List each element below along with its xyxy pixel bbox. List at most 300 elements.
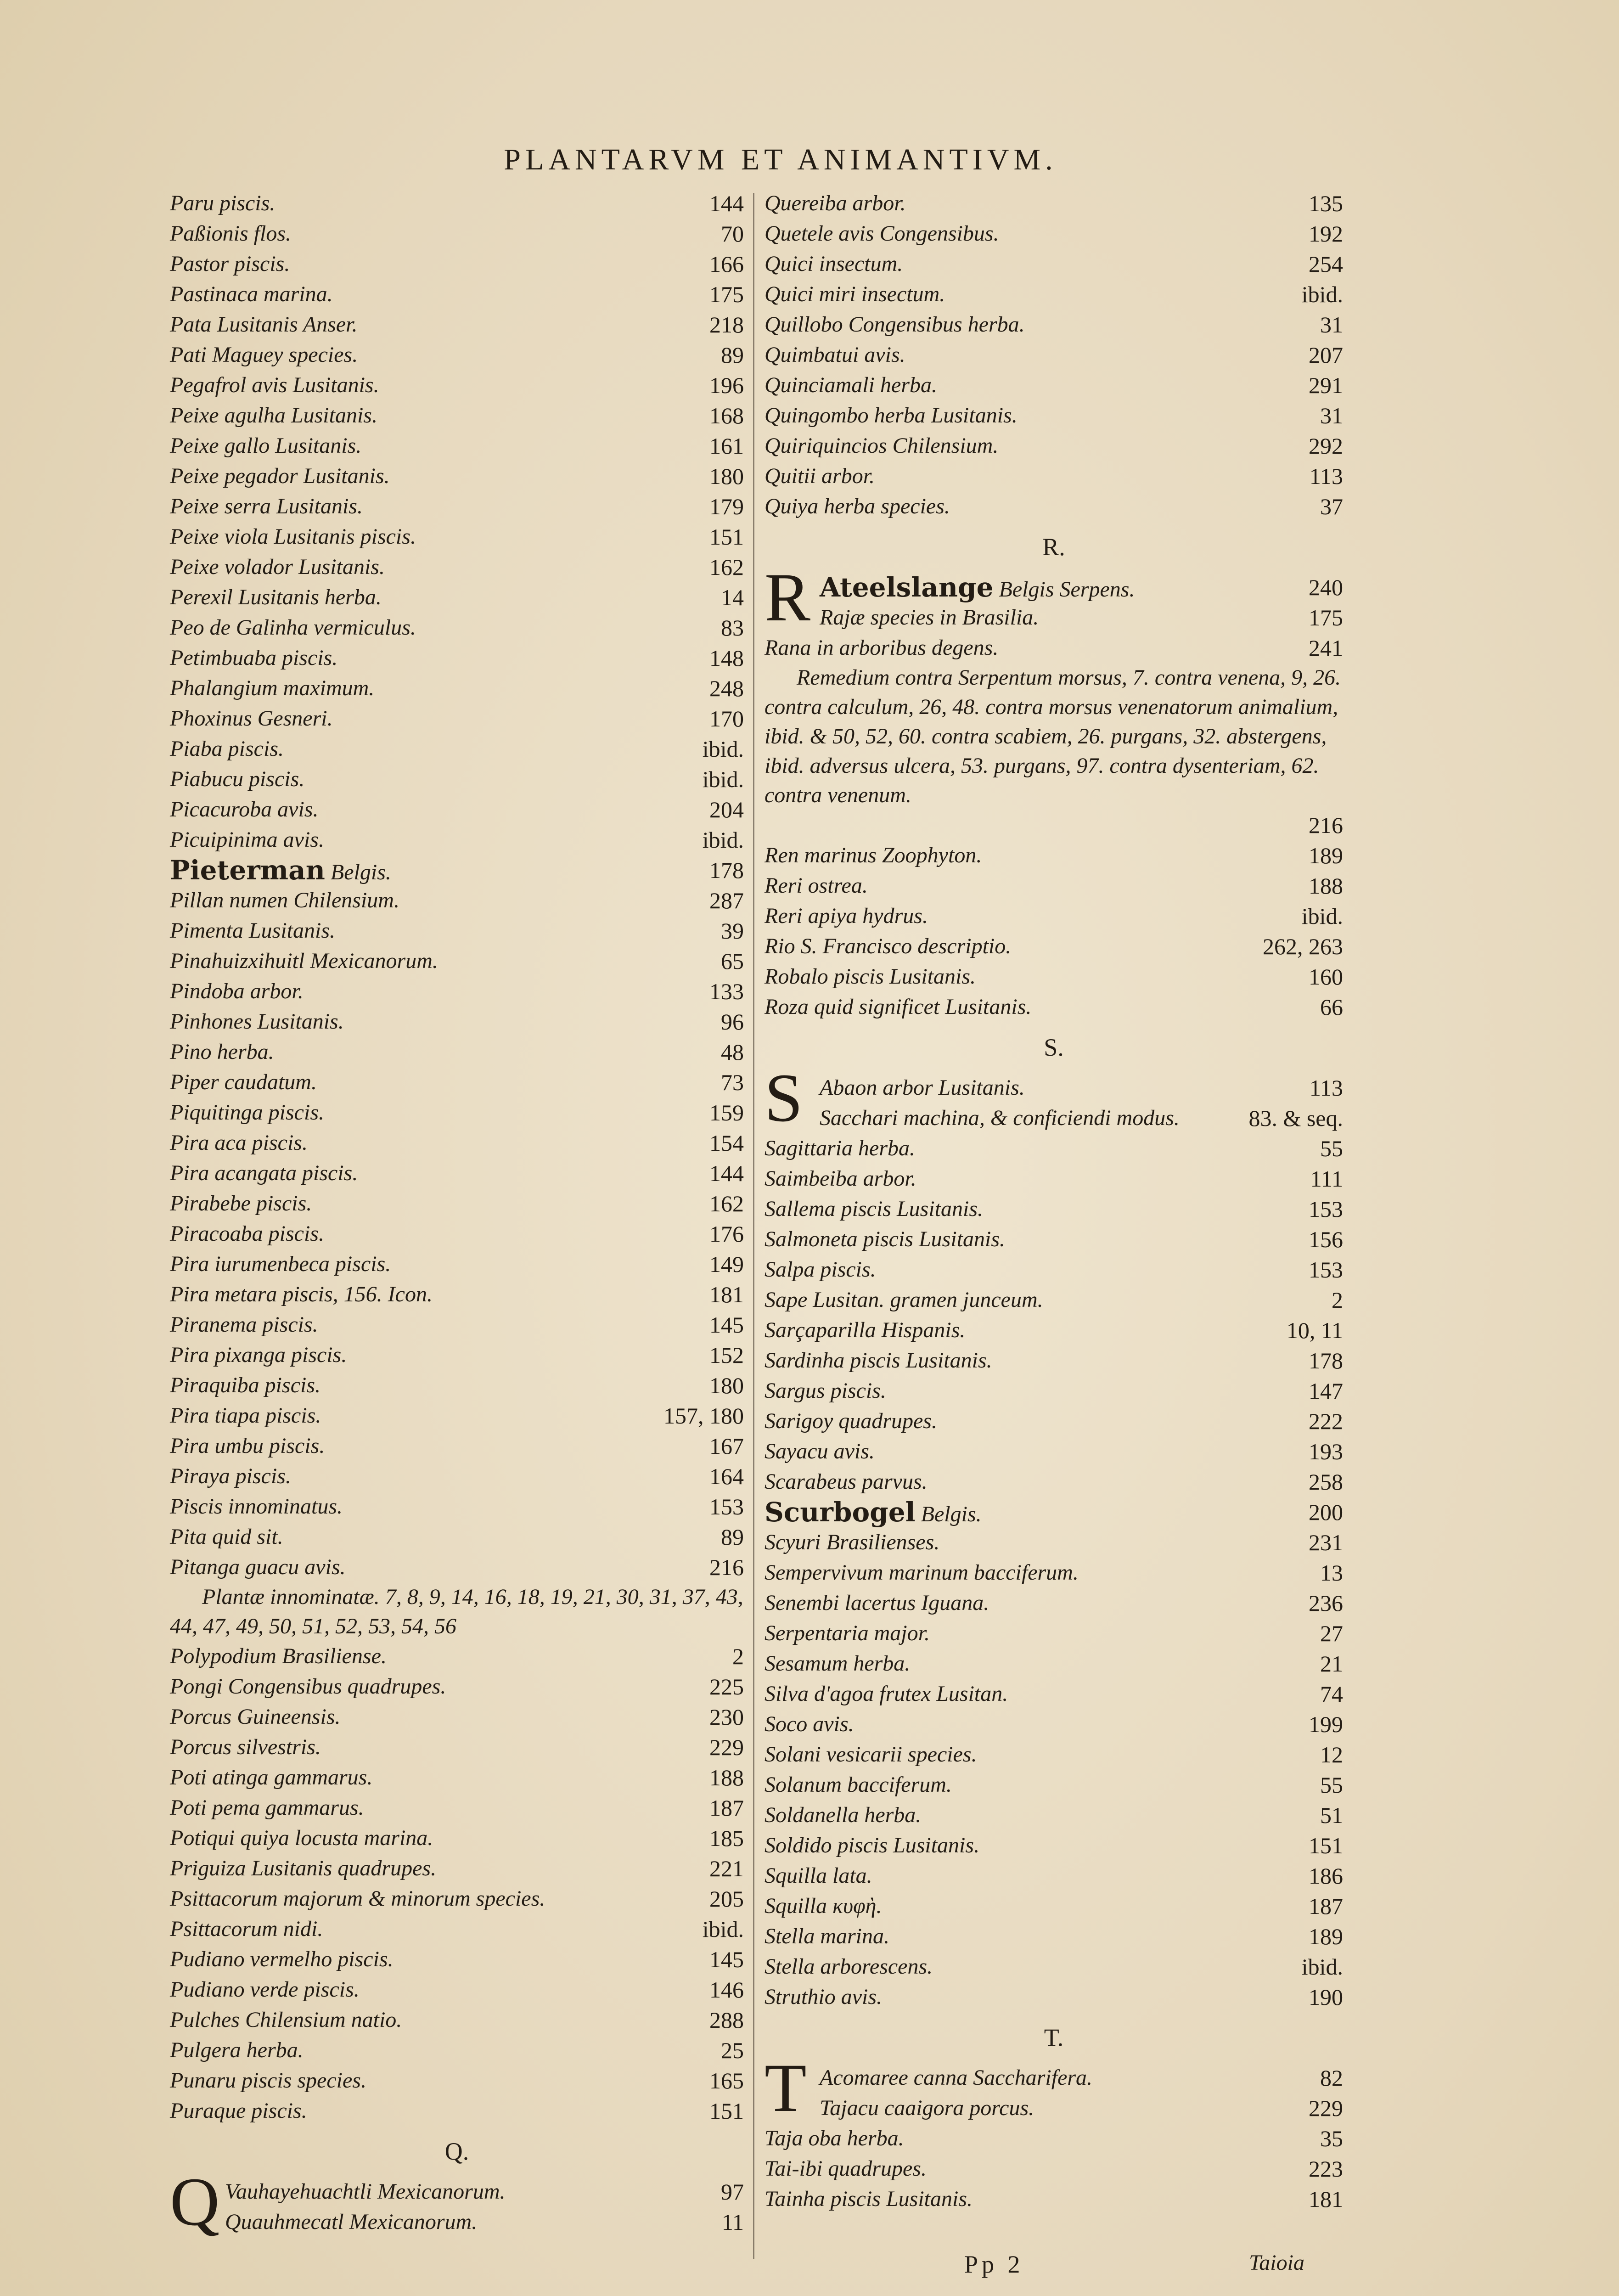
section-heading: R. — [1042, 533, 1065, 561]
entry-term: Pegafrol avis Lusitanis. — [170, 373, 379, 397]
entry-page: 145 — [709, 1947, 744, 1972]
entry-term: Quici miri insectum. — [765, 282, 945, 306]
entry-term: Pata Lusitanis Anser. — [170, 312, 358, 337]
index-entry — [170, 1067, 744, 1097]
entry-page: 83. & seq. — [1248, 1105, 1343, 1131]
index-entry — [170, 1370, 744, 1401]
entry-page: 31 — [1320, 403, 1343, 428]
entry-page: 82 — [1320, 2065, 1343, 2091]
entry-term: Scarabeus parvus. — [765, 1469, 928, 1494]
entry-page: 113 — [1309, 1075, 1343, 1101]
index-entry — [765, 1679, 1343, 1709]
entry-page: 156 — [1309, 1227, 1343, 1252]
entry-page: 153 — [1309, 1196, 1343, 1222]
index-entry — [765, 1800, 1343, 1830]
entry-page: 216 — [709, 1554, 744, 1580]
index-entry — [170, 1884, 744, 1914]
section-heading: T. — [1044, 2024, 1064, 2051]
entry-term: Pulches Chilensium natio. — [170, 2008, 402, 2032]
index-entry — [765, 901, 1343, 931]
entry-page: 168 — [709, 403, 744, 428]
index-entry — [765, 1345, 1343, 1376]
entry-term: Piquitinga piscis. — [170, 1100, 324, 1125]
entry-page: 89 — [721, 1524, 744, 1550]
index-entry — [765, 1406, 1343, 1436]
entry-term: Sardinha piscis Lusitanis. — [765, 1348, 992, 1373]
index-entry — [170, 1037, 744, 1067]
entry-page: 187 — [709, 1795, 744, 1821]
index-entry — [765, 1588, 1343, 1618]
index-entry — [170, 310, 744, 340]
entry-term: Picacuroba avis. — [170, 797, 319, 822]
index-entry — [170, 1944, 744, 1975]
index-entry — [170, 431, 744, 461]
index-entry — [765, 340, 1343, 370]
drop-capital: S — [765, 1060, 803, 1136]
entry-term: Quiya herba species. — [765, 494, 950, 518]
index-entry — [765, 871, 1343, 901]
index-entry — [765, 1861, 1343, 1891]
index-entry — [765, 2063, 1343, 2093]
index-entry — [170, 1401, 744, 1431]
entry-term: Quinciamali herba. — [765, 373, 937, 397]
entry-page: 199 — [1309, 1711, 1343, 1737]
entry-page: 148 — [709, 645, 744, 671]
index-entry — [765, 1255, 1343, 1285]
index-entry — [765, 1982, 1343, 2012]
entry-term: Pieterman Belgis. — [170, 855, 391, 886]
index-entry — [170, 764, 744, 794]
index-entry — [170, 2177, 744, 2207]
entry-page: 161 — [709, 433, 744, 459]
section-heading: Q. — [444, 2138, 469, 2165]
entry-term: Sagittaria herba. — [765, 1136, 916, 1160]
column-divider — [753, 193, 754, 2259]
entry-term: Petimbuaba piscis. — [170, 646, 338, 670]
entry-page: 248 — [709, 675, 744, 701]
index-entry — [170, 2065, 744, 2096]
entry-term: Pira aca piscis. — [170, 1131, 308, 1155]
index-entry — [765, 1921, 1343, 1952]
index-entry — [765, 2154, 1343, 2184]
entry-page: 73 — [721, 1069, 744, 1095]
entry-term: Priguiza Lusitanis quadrupes. — [170, 1856, 437, 1880]
index-entry — [170, 613, 744, 643]
entry-page: 152 — [709, 1342, 744, 1368]
entry-term: Porcus Guineensis. — [170, 1705, 341, 1729]
entry-term: Peixe agulha Lusitanis. — [170, 403, 377, 428]
index-entry — [170, 1097, 744, 1128]
drop-capital: R — [765, 559, 811, 636]
entry-term: Senembi lacertus Iguana. — [765, 1591, 989, 1615]
entry-term: Paßionis flos. — [170, 221, 292, 246]
index-entry — [170, 1461, 744, 1491]
entry-term: Tajacu caaigora porcus. — [820, 2096, 1034, 2120]
index-entry — [170, 1732, 744, 1762]
index-entry — [170, 1762, 744, 1793]
entry-term: Pillan numen Chilensium. — [170, 888, 399, 912]
entry-term: Pongi Congensibus quadrupes. — [170, 1674, 446, 1699]
entry-page: 187 — [1309, 1893, 1343, 1919]
entry-term: Salmoneta piscis Lusitanis. — [765, 1227, 1006, 1251]
entry-term: Roza quid significet Lusitanis. — [765, 995, 1032, 1019]
entry-term: Quiriquincios Chilensium. — [765, 433, 999, 458]
entry-term: Pira metara piscis, 156. Icon. — [170, 1282, 433, 1306]
entry-term: Perexil Lusitanis herba. — [170, 585, 382, 609]
entry-term: Pira umbu piscis. — [170, 1434, 325, 1458]
entry-page: 11 — [721, 2209, 744, 2235]
index-entry — [765, 1952, 1343, 1982]
index-entry — [765, 2184, 1343, 2214]
entry-term: Piracoaba piscis. — [170, 1221, 324, 1246]
entry-term: Pitanga guacu avis. — [170, 1555, 346, 1579]
index-entry — [170, 1552, 744, 1582]
entry-page: 162 — [709, 554, 744, 580]
entry-term: Tainha piscis Lusitanis. — [765, 2187, 973, 2211]
entry-page: 14 — [721, 585, 744, 610]
entry-term: Salpa piscis. — [765, 1257, 876, 1282]
index-entry — [765, 1739, 1343, 1770]
entry-page: 185 — [709, 1825, 744, 1851]
index-entry — [765, 1164, 1343, 1194]
entry-page: 66 — [1320, 994, 1343, 1020]
right-column — [765, 188, 1343, 2214]
entry-term: Robalo piscis Lusitanis. — [765, 964, 976, 989]
index-entry — [765, 1285, 1343, 1315]
entry-page: 12 — [1320, 1742, 1343, 1767]
index-entry — [170, 491, 744, 522]
entry-page: 170 — [709, 706, 744, 732]
entry-term: Porcus silvestris. — [170, 1735, 321, 1759]
entry-page: 113 — [1309, 463, 1343, 489]
index-entry — [765, 1103, 1343, 1133]
entry-term: Poti pema gammarus. — [170, 1795, 364, 1820]
index-entry — [170, 1007, 744, 1037]
entry-term: Stella marina. — [765, 1924, 889, 1948]
index-entry — [765, 663, 1343, 840]
entry-page: 222 — [1309, 1408, 1343, 1434]
entry-page: 159 — [709, 1100, 744, 1125]
index-entry — [170, 1522, 744, 1552]
index-entry — [170, 1158, 744, 1188]
entry-page: 175 — [1309, 605, 1343, 630]
index-entry — [170, 1793, 744, 1823]
entry-term: Sallema piscis Lusitanis. — [765, 1197, 984, 1221]
index-entry — [170, 552, 744, 582]
entry-term: Sesamum herba. — [765, 1651, 911, 1676]
entry-page: 254 — [1309, 251, 1343, 277]
index-entry — [170, 1641, 744, 1671]
entry-page: 157, 180 — [663, 1403, 744, 1429]
entry-page: 35 — [1320, 2126, 1343, 2151]
index-entry — [170, 1914, 744, 1944]
entry-page: 2 — [732, 1643, 744, 1669]
entry-term: Quetele avis Congensibus. — [765, 221, 999, 246]
index-entry — [170, 976, 744, 1007]
entry-term: Piraya piscis. — [170, 1464, 291, 1488]
entry-term: Struthio avis. — [765, 1985, 883, 2009]
entry-term: Rio S. Francisco descriptio. — [765, 934, 1012, 958]
index-entry — [765, 840, 1343, 871]
entry-page: 180 — [709, 463, 744, 489]
entry-term: Scurbogel Belgis. — [765, 1497, 982, 1528]
entry-page: 55 — [1320, 1772, 1343, 1798]
entry-term: Squilla κυφὴ. — [765, 1894, 882, 1918]
index-entry — [170, 582, 744, 613]
entry-term: Piaba piscis. — [170, 737, 284, 761]
entry-page: 175 — [709, 281, 744, 307]
index-entry — [170, 1128, 744, 1158]
entry-page: 151 — [709, 2098, 744, 2124]
entry-page: 188 — [709, 1765, 744, 1790]
index-entry — [765, 962, 1343, 992]
index-entry — [765, 1527, 1343, 1558]
section-heading: S. — [1044, 1034, 1064, 1061]
entry-term: Plantæ innominatæ. 7, 8, 9, 14, 16, 18, 19, 21, 30, 31, 37, 43, 44, 47, 49, 50, 51, 52, 53, 54, 56 — [170, 1585, 743, 1638]
index-entry — [765, 1770, 1343, 1800]
entry-page: 190 — [1309, 1984, 1343, 2010]
index-entry — [765, 1709, 1343, 1739]
index-entry — [170, 1340, 744, 1370]
entry-page: 111 — [1310, 1166, 1343, 1192]
index-entry — [170, 340, 744, 370]
entry-page: 230 — [709, 1704, 744, 1730]
index-entry — [170, 1219, 744, 1249]
entry-page: 154 — [709, 1130, 744, 1156]
entry-page: 153 — [709, 1494, 744, 1519]
index-entry — [170, 219, 744, 249]
entry-page: 207 — [1309, 342, 1343, 368]
entry-page: 218 — [709, 312, 744, 338]
entry-page: 10, 11 — [1286, 1317, 1343, 1343]
entry-page: 89 — [721, 342, 744, 368]
entry-page: 240 — [1309, 574, 1343, 600]
entry-page: 162 — [709, 1191, 744, 1216]
section-initial-block — [765, 559, 1343, 636]
entry-page: 231 — [1309, 1530, 1343, 1555]
entry-page: 21 — [1320, 1651, 1343, 1677]
entry-term: Paru piscis. — [170, 191, 275, 215]
index-entry — [170, 2207, 744, 2237]
index-entry — [170, 1582, 744, 1641]
index-entry — [170, 1249, 744, 1279]
entry-term: Quingombo herba Lusitanis. — [765, 403, 1017, 428]
entry-page: 189 — [1309, 1924, 1343, 1949]
entry-term: Peo de Galinha vermiculus. — [170, 615, 416, 640]
entry-page: 287 — [709, 888, 744, 913]
entry-term: Poti atinga gammarus. — [170, 1765, 373, 1790]
entry-term: Silva d'agoa frutex Lusitan. — [765, 1682, 1008, 1706]
entry-term: Remedium contra Serpentum morsus, 7. contra venena, 9, 26. contra calculum, 26, 48. contra morsus venenatorum animalium, ibid. & 50, 52, 60. contra scabiem, 26. purgans, 32. abstergens, ibid. adversus ulcera, 53. purgans, 97. contra dysenteriam, 62. contra venenum. — [765, 665, 1341, 807]
entry-page: 39 — [721, 918, 744, 944]
entry-page: 147 — [1309, 1378, 1343, 1404]
entry-page: 167 — [709, 1433, 744, 1459]
index-entry — [170, 673, 744, 703]
entry-term: Pulgera herba. — [170, 2038, 304, 2062]
index-entry — [765, 1376, 1343, 1406]
index-entry — [170, 946, 744, 976]
entry-term: Pira acangata piscis. — [170, 1161, 358, 1185]
index-entry — [170, 249, 744, 279]
index-entry — [170, 2096, 744, 2126]
entry-term: Pira tiapa piscis. — [170, 1403, 321, 1428]
entry-page: 165 — [709, 2068, 744, 2093]
entry-page: 205 — [709, 1886, 744, 1912]
index-entry — [170, 1188, 744, 1219]
index-entry — [170, 1491, 744, 1522]
entry-page: 70 — [721, 221, 744, 247]
index-entry — [765, 1649, 1343, 1679]
entry-term: Pirabebe piscis. — [170, 1191, 312, 1216]
index-entry — [765, 491, 1343, 522]
drop-capital: Q — [170, 2164, 220, 2240]
entry-page: 258 — [1309, 1469, 1343, 1495]
entry-page: 133 — [709, 979, 744, 1004]
entry-page: 151 — [1309, 1833, 1343, 1858]
entry-term: Psittacorum majorum & minorum species. — [170, 1886, 545, 1911]
entry-term: Phalangium maximum. — [170, 676, 375, 700]
entry-page: 216 — [1309, 812, 1343, 838]
entry-page: 192 — [1309, 221, 1343, 247]
entry-page: 97 — [721, 2179, 744, 2205]
entry-term: Rana in arboribus degens. — [765, 636, 999, 660]
entry-page: 13 — [1320, 1560, 1343, 1586]
index-entry — [170, 400, 744, 431]
index-entry — [170, 1671, 744, 1702]
index-entry — [765, 461, 1343, 491]
entry-page: ibid. — [1301, 281, 1343, 307]
entry-page: ibid. — [702, 736, 744, 762]
index-entry — [765, 992, 1343, 1022]
index-entry — [765, 1497, 1343, 1527]
index-entry — [170, 279, 744, 310]
entry-page: 225 — [709, 1674, 744, 1699]
index-entry — [765, 1467, 1343, 1497]
entry-term: Sargus piscis. — [765, 1379, 886, 1403]
entry-term: Punaru piscis species. — [170, 2068, 366, 2093]
entry-term: Pudiano verde piscis. — [170, 1977, 360, 2002]
entry-page: 221 — [709, 1856, 744, 1881]
entry-page: 153 — [1309, 1257, 1343, 1283]
index-entry — [170, 1823, 744, 1853]
index-entry — [765, 2123, 1343, 2154]
entry-page: 229 — [1309, 2095, 1343, 2121]
entry-page: 146 — [709, 1977, 744, 2003]
entry-page: 292 — [1309, 433, 1343, 459]
page-header: PLANTARVM ET ANIMANTIVM. — [504, 143, 1057, 176]
entry-term: Sarigoy quadrupes. — [765, 1409, 937, 1433]
entry-term: Vauhayehuachtli Mexicanorum. — [225, 2179, 506, 2204]
entry-page: 193 — [1309, 1439, 1343, 1464]
entry-term: Peixe pegador Lusitanis. — [170, 464, 390, 488]
entry-page: ibid. — [702, 766, 744, 792]
entry-page: 149 — [709, 1251, 744, 1277]
index-entry — [765, 931, 1343, 962]
entry-term: Potiqui quiya locusta marina. — [170, 1826, 433, 1850]
entry-term: Tai-ibi quadrupes. — [765, 2156, 927, 2181]
index-entry — [765, 1558, 1343, 1588]
entry-term: Serpentaria major. — [765, 1621, 930, 1645]
entry-term: Peixe serra Lusitanis. — [170, 494, 363, 518]
index-entry — [170, 370, 744, 400]
index-entry — [765, 1830, 1343, 1861]
index-entry — [170, 461, 744, 491]
entry-term: Sacchari machina, & conficiendi modus. — [820, 1106, 1180, 1130]
entry-term: Soldido piscis Lusitanis. — [765, 1833, 980, 1857]
entry-page: 37 — [1320, 494, 1343, 519]
entry-term: Acomaree canna Saccharifera. — [820, 2065, 1093, 2090]
entry-term: Pira pixanga piscis. — [170, 1343, 347, 1367]
entry-term: Soldanella herba. — [765, 1803, 922, 1827]
entry-term: Peixe viola Lusitanis piscis. — [170, 524, 416, 549]
entry-page: 181 — [1309, 2186, 1343, 2212]
entry-term: Pastinaca marina. — [170, 282, 333, 306]
entry-term: Sempervivum marinum bacciferum. — [765, 1560, 1079, 1585]
entry-page: 229 — [709, 1734, 744, 1760]
drop-capital: T — [765, 2050, 807, 2126]
entry-term: Quici insectum. — [765, 252, 903, 276]
entry-term: Pimenta Lusitanis. — [170, 918, 336, 943]
section-initial-block — [765, 1060, 1343, 1136]
index-entry — [170, 522, 744, 552]
entry-term: Quimbatui avis. — [765, 343, 905, 367]
entry-page: 164 — [709, 1463, 744, 1489]
entry-page: 31 — [1320, 312, 1343, 338]
entry-term: Solanum bacciferum. — [765, 1773, 952, 1797]
entry-page: 291 — [1309, 372, 1343, 398]
entry-term: Sayacu avis. — [765, 1439, 875, 1463]
index-entry — [765, 633, 1343, 663]
index-entry — [765, 370, 1343, 400]
entry-term: Pudiano vermelho piscis. — [170, 1947, 394, 1971]
entry-page: ibid. — [1301, 1954, 1343, 1980]
entry-page: 166 — [709, 251, 744, 277]
entry-term: Psittacorum nidi. — [170, 1917, 323, 1941]
entry-term: Peixe gallo Lusitanis. — [170, 433, 362, 458]
index-entry — [170, 1702, 744, 1732]
entry-term: Puraque piscis. — [170, 2099, 307, 2123]
entry-page: 186 — [1309, 1863, 1343, 1889]
entry-page: 135 — [1309, 191, 1343, 216]
entry-term: Piraquiba piscis. — [170, 1373, 321, 1397]
index-entry — [170, 2035, 744, 2065]
index-entry — [765, 431, 1343, 461]
entry-page: 178 — [1309, 1348, 1343, 1373]
entry-term: Piscis innominatus. — [170, 1494, 343, 1519]
entry-page: 196 — [709, 372, 744, 398]
catchword: Taioia — [1249, 2251, 1304, 2275]
entry-term: Pastor piscis. — [170, 252, 290, 276]
entry-term: Solani vesicarii species. — [765, 1742, 977, 1767]
entry-page: 65 — [721, 948, 744, 974]
entry-page: 288 — [709, 2007, 744, 2033]
entry-term: Quereiba arbor. — [765, 191, 906, 215]
index-entry — [170, 794, 744, 825]
entry-term: Quauhmecatl Mexicanorum. — [225, 2210, 478, 2234]
index-entry — [170, 916, 744, 946]
entry-page: 48 — [721, 1039, 744, 1065]
entry-page: 180 — [709, 1373, 744, 1398]
entry-term: Picuipinima avis. — [170, 827, 324, 852]
index-entry — [170, 734, 744, 764]
entry-term: Saimbeiba arbor. — [765, 1166, 916, 1191]
entry-term: Pira iurumenbeca piscis. — [170, 1252, 391, 1276]
entry-term: Pita quid sit. — [170, 1525, 283, 1549]
entry-term: Pindoba arbor. — [170, 979, 304, 1003]
entry-term: Scyuri Brasilienses. — [765, 1530, 940, 1554]
index-entry — [765, 1133, 1343, 1164]
index-entry — [765, 572, 1343, 602]
